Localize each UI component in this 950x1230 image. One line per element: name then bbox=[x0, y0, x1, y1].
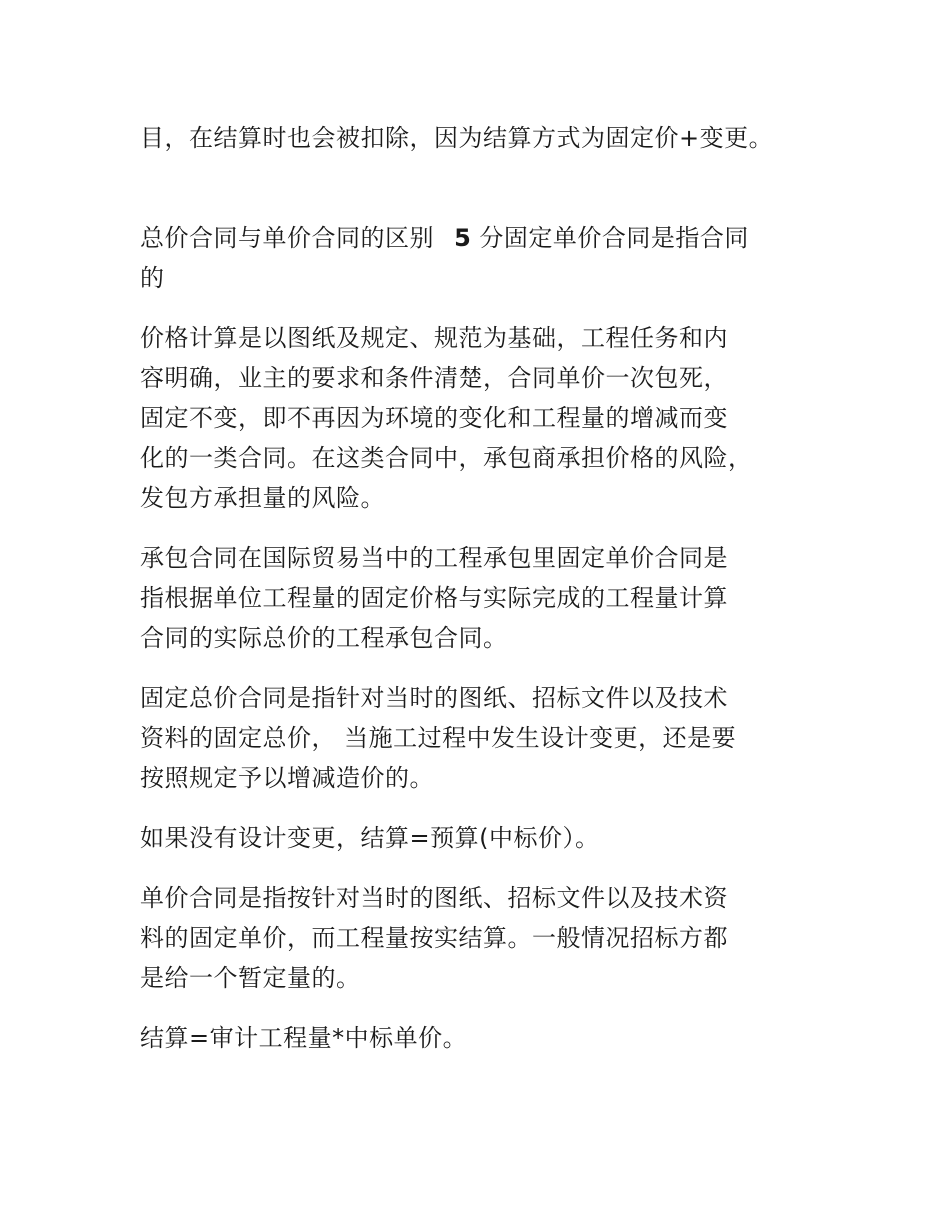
paragraph-6-line-1: 结算=审计工程量*中标单价。 bbox=[140, 1024, 468, 1052]
paragraph-4-line-1: 如果没有设计变更，结算=预算(中标价）。 bbox=[140, 824, 600, 852]
section-heading bbox=[140, 222, 749, 254]
paragraph-3-line-2: 资料的固定总价， 当施工过程中发生设计变更，还是要 bbox=[140, 724, 737, 752]
paragraph-3-line-1: 固定总价合同是指针对当时的图纸、招标文件以及技术 bbox=[140, 684, 728, 712]
paragraph-5-line-2: 料的固定单价，而工程量按实结算。一般情况招标方都 bbox=[140, 924, 728, 952]
heading-score-number: 5 bbox=[454, 224, 472, 252]
paragraph-1-line-3: 固定不变，即不再因为环境的变化和工程量的增减而变 bbox=[140, 404, 728, 432]
section-heading-wrap: 的 bbox=[140, 264, 165, 292]
paragraph-continuation-line: 目，在结算时也会被扣除，因为结算方式为固定价+变更。 bbox=[140, 124, 774, 152]
paragraph-3-line-3: 按照规定予以增减造价的。 bbox=[140, 764, 434, 792]
paragraph-1-line-4: 化的一类合同。在这类合同中，承包商承担价格的风险， bbox=[140, 444, 753, 472]
paragraph-1-line-2: 容明确，业主的要求和条件清楚，合同单价一次包死， bbox=[140, 364, 728, 392]
heading-text-part-1: 总价合同与单价合同的区别 bbox=[140, 224, 434, 252]
paragraph-5-line-3: 是给一个暂定量的。 bbox=[140, 964, 361, 992]
paragraph-2-line-3: 合同的实际总价的工程承包合同。 bbox=[140, 624, 508, 652]
paragraph-5-line-1: 单价合同是指按针对当时的图纸、招标文件以及技术资 bbox=[140, 884, 728, 912]
paragraph-1-line-1: 价格计算是以图纸及规定、规范为基础，工程任务和内 bbox=[140, 324, 728, 352]
heading-text-part-2: 分固定单价合同是指合同 bbox=[479, 224, 749, 252]
paragraph-2-line-2: 指根据单位工程量的固定价格与实际完成的工程量计算 bbox=[140, 584, 728, 612]
paragraph-1-line-5: 发包方承担量的风险。 bbox=[140, 484, 385, 512]
paragraph-2-line-1: 承包合同在国际贸易当中的工程承包里固定单价合同是 bbox=[140, 544, 728, 572]
